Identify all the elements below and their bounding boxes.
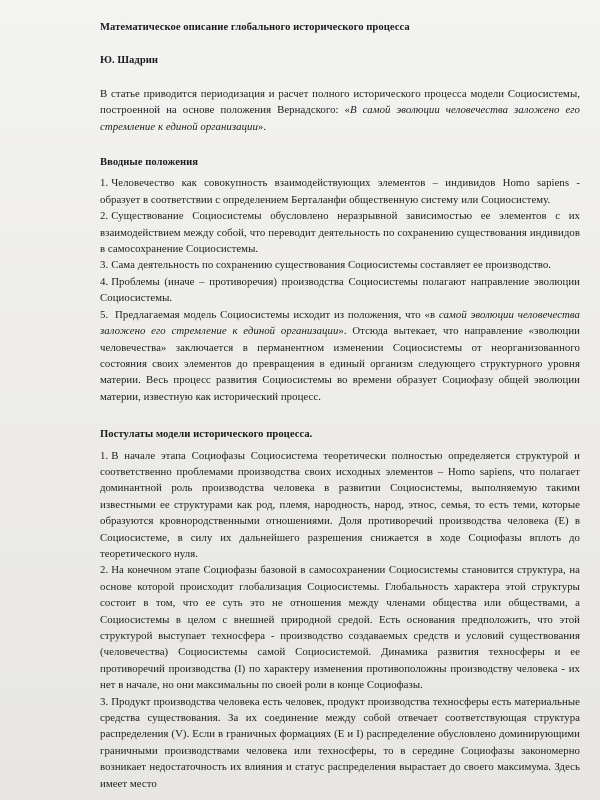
provision-number: 3. (100, 259, 109, 272)
provision-text: Сама деятельность по сохранению существования Социосистемы составляет ее производство. (111, 259, 552, 272)
postulate-text: Продукт производства человека есть человек, продукт производства техносферы есть материальные средства существования. За их соединение между собой отвечает соответствующая структура распределения (V). Если в граничных формациях (Е и I) распределение обусловлено доминирующими граничными производствами человека или техносферы, то в середине Социофазы закономерно возникает недостаточность их влияния и статус распределения вырастает до своего максимума. Здесь имеет место (100, 695, 580, 790)
provision-item (100, 274, 580, 307)
provision-quote: самой эволюции человечества заложено его стремление к единой организации (100, 308, 580, 338)
provision-text: Проблемы (иначе – противоречия) производства Социосистемы полагают направление эволюции Социосистемы. (100, 275, 580, 305)
section-heading-postulates: Постулаты модели исторического процесса. (100, 429, 313, 441)
intro-paragraph (100, 86, 580, 135)
postulate-item (100, 694, 580, 792)
postulate-item (100, 562, 580, 693)
postulate-number: 3. (100, 695, 109, 708)
provision-number: 5. (100, 308, 109, 321)
provision-text: Существование Социосистемы обусловлено неразрывной зависимостью ее элементов с их взаимодействием между собой, что переводит деятельность по сохранению существования индивидов в самосохранение Социосистемы. (100, 210, 580, 256)
postulate-text: На конечном этапе Социофазы базовой в самосохранении Социосистемы становится структура, на основе которой происходит глобализация Социосистемы. Глобальность характера этой структуры состоит в том, что ее суть это не отношения между членами общества или обществами, а Социосистемы в целом с внешней природной средой. Есть основания предположить, что этой структурой выступает техносфера - производство создаваемых средств и условий существования (человечества) Социосистемы самой Социосистемой. Динамика развития техносферы и ее противоречий производства (I) по характеру изменения противоположны производству человека - их нет в начале, но они максимальны по своей роли в конце Социофазы. (100, 564, 580, 692)
provision-text-continued: ». Отсюда вытекает, что направление «эволюции человечества» заключается в перманентном изменении Социосистемы от неорганизованного состояния своих элементов до превращения в единый организм следующего структурного уровня материи. Весь процесс развития Социосистемы во времени образует Социофазу общей эволюции материи, известную как исторический процесс. (100, 325, 580, 403)
postulate-number: 2. (100, 564, 109, 577)
provision-text: Человечество как совокупность взаимодействующих элементов – индивидов Homo sapiens - образует в соответствии с определением Берталанфи общественную систему или Социосистему. (100, 177, 580, 206)
provision-number: 2. (100, 210, 109, 223)
section-heading-intro: Вводные положения (100, 157, 199, 169)
document-body (100, 20, 580, 792)
postulate-number: 1. (100, 449, 109, 462)
intro-text: В статье приводится периодизация и расчет полного исторического процесса модели Социосистемы, построенной на основе положения Вернадского: « (100, 87, 580, 117)
provision-item (100, 175, 580, 208)
intro-quote: В самой эволюции человечества заложено его стремление к единой организации (100, 104, 580, 133)
intro-end: ». (257, 120, 267, 133)
document-title: Математическое описание глобального исторического процесса (100, 22, 410, 33)
provision-item (100, 257, 580, 273)
provision-item (100, 208, 580, 257)
provision-number: 4. (100, 275, 109, 288)
provision-number: 1. (100, 177, 109, 190)
postulate-text: В начале этапа Социофазы Социосистема теоретически полностью определяется структурой и соответственно проблемами производства своих исходных элементов – Homo sapiens, что полагает доминантной роль производства человека в развитии Социосистемы, выполняемую такими известными ее структурами как род, племя, народность, народ, этнос, семья, то есть теми, которые образуются кровнородственными отношениями. Доля противоречий производства человека (Е) в Социосистеме, в силу их дальнейшего разрешения снижается в ходе Социофазы вплоть до теоретического нуля. (100, 449, 580, 560)
provision-text: Предлагаемая модель Социосистемы исходит из положения, что «в (115, 308, 439, 321)
document-author: Ю. Шадрин (100, 55, 159, 67)
provision-item (100, 307, 580, 405)
postulate-item (100, 448, 580, 563)
